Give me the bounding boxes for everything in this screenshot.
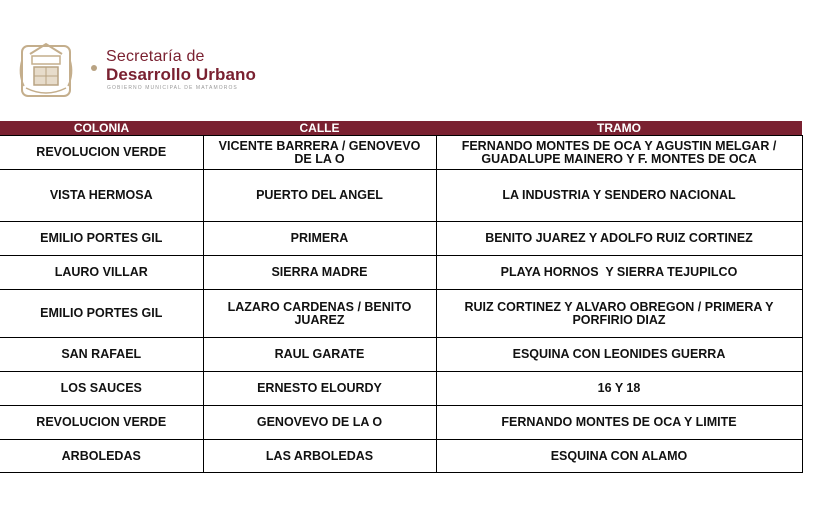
table-row [0, 222, 802, 256]
cell-colonia: LOS SAUCES [0, 372, 203, 406]
cell-tramo: ESQUINA CON ALAMO [436, 440, 802, 473]
cell-tramo: PLAYA HORNOS Y SIERRA TEJUPILCO [436, 256, 802, 290]
cell-tramo: RUIZ CORTINEZ Y ALVARO OBREGON / PRIMERA Y PORFIRIO DIAZ [436, 290, 802, 338]
cell-colonia: VISTA HERMOSA [0, 170, 203, 222]
table-row [0, 170, 802, 222]
cell-colonia: EMILIO PORTES GIL [0, 290, 203, 338]
cell-tramo: ESQUINA CON LEONIDES GUERRA [436, 338, 802, 372]
cell-tramo: FERNANDO MONTES DE OCA Y LIMITE [436, 406, 802, 440]
org-name-line2: Desarrollo Urbano [106, 65, 257, 84]
cell-calle: GENOVEVO DE LA O [203, 406, 436, 440]
municipal-seal-logo [16, 40, 76, 100]
cell-tramo: 16 Y 18 [436, 372, 802, 406]
cell-tramo: FERNANDO MONTES DE OCA Y AGUSTIN MELGAR / GUADALUPE MAINERO Y F. MONTES DE OCA [436, 136, 802, 170]
cell-calle: ERNESTO ELOURDY [203, 372, 436, 406]
cell-calle: PUERTO DEL ANGEL [203, 170, 436, 222]
table-row [0, 256, 802, 290]
cell-calle: LAS ARBOLEDAS [203, 440, 436, 473]
table-row [0, 136, 802, 170]
cell-colonia: SAN RAFAEL [0, 338, 203, 372]
streets-table [0, 121, 803, 473]
cell-tramo: BENITO JUAREZ Y ADOLFO RUIZ CORTINEZ [436, 222, 802, 256]
table-row [0, 290, 802, 338]
header [16, 38, 316, 102]
cell-colonia: REVOLUCION VERDE [0, 406, 203, 440]
cell-tramo: LA INDUSTRIA Y SENDERO NACIONAL [436, 170, 802, 222]
table-row [0, 406, 802, 440]
cell-colonia: ARBOLEDAS [0, 440, 203, 473]
cell-colonia: EMILIO PORTES GIL [0, 222, 203, 256]
cell-colonia: REVOLUCION VERDE [0, 136, 203, 170]
cell-colonia: LAURO VILLAR [0, 256, 203, 290]
table-row [0, 338, 802, 372]
cell-calle: RAUL GARATE [203, 338, 436, 372]
org-subtitle: GOBIERNO MUNICIPAL DE MATAMOROS [107, 85, 238, 91]
cell-calle: LAZARO CARDENAS / BENITO JUAREZ [203, 290, 436, 338]
org-name-line1: Secretaría de [106, 48, 205, 65]
cell-calle: PRIMERA [203, 222, 436, 256]
column-header-colonia: COLONIA [0, 121, 203, 136]
table-row [0, 440, 802, 473]
table-header-row [0, 121, 802, 136]
column-header-tramo: TRAMO [436, 121, 802, 136]
cell-calle: VICENTE BARRERA / GENOVEVO DE LA O [203, 136, 436, 170]
column-header-calle: CALLE [203, 121, 436, 136]
separator-dot [91, 65, 97, 71]
cell-calle: SIERRA MADRE [203, 256, 436, 290]
table-row [0, 372, 802, 406]
